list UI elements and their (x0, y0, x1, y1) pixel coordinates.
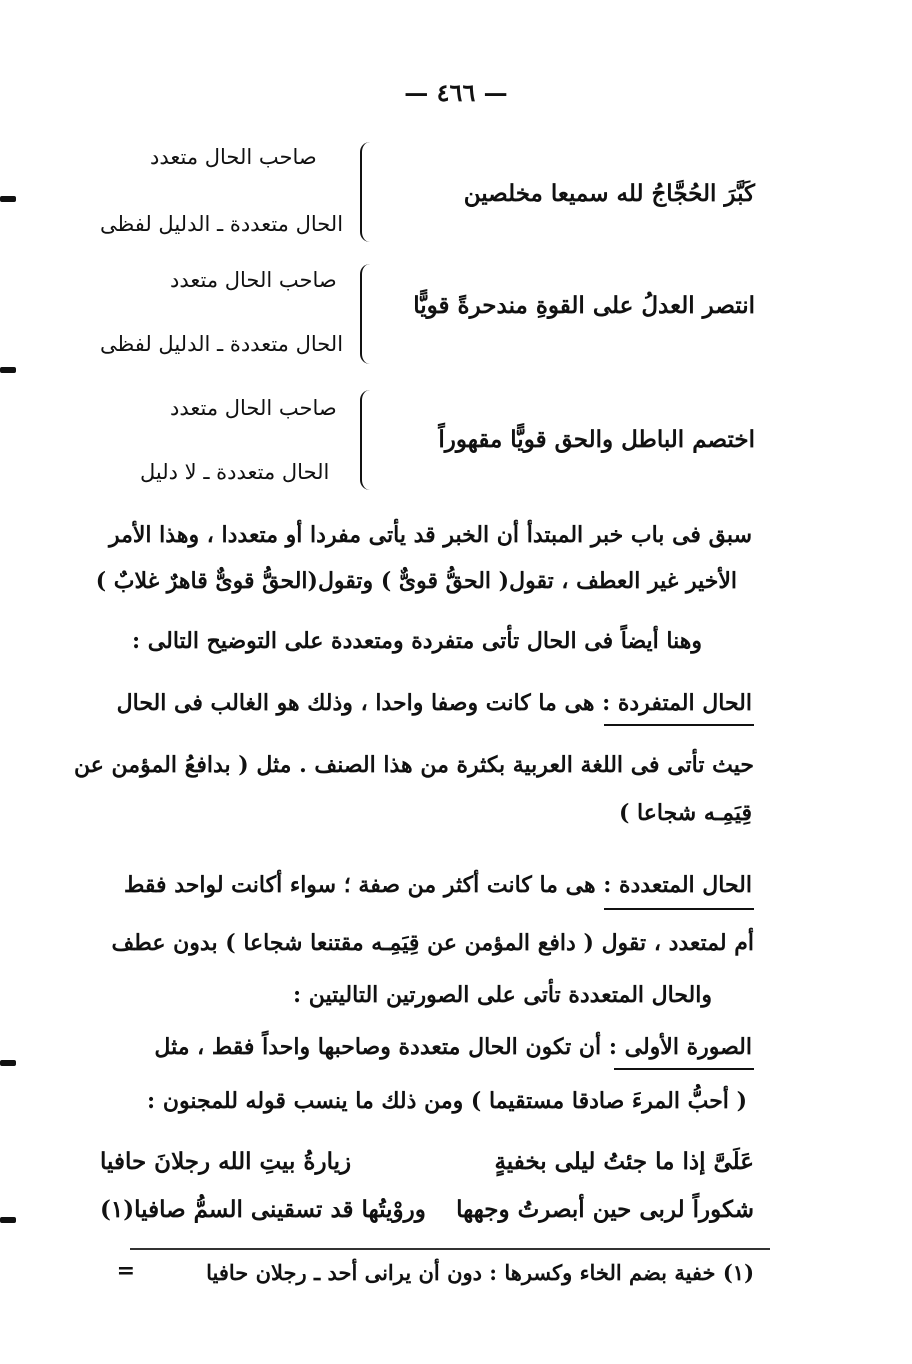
verse-first-hemistich: عَلَىَّ إذا ما جئتُ ليلى بخفيةٍ (494, 1148, 754, 1175)
example-sentence: انتصر العدلُ على القوةِ مندحرةً قويًّا (413, 292, 755, 319)
example-block (95, 140, 755, 250)
paragraph-line: وهنا أيضاً فى الحال تأتى متفردة ومتعددة على التوضيح التالى : (132, 628, 702, 654)
example-sentence: اختصم الباطل والحق قويًّا مقهوراً (438, 426, 755, 453)
margin-mark (0, 1060, 16, 1066)
footnote-continuation-mark: = (116, 1258, 135, 1284)
brace-icon (360, 390, 376, 490)
term-underline (614, 1068, 754, 1070)
verse-first-hemistich: شكوراً لربى حين أبصرتُ وجهها (456, 1196, 754, 1223)
paragraph-line: والحال المتعددة تأتى على الصورتين التاليتين : (292, 982, 712, 1008)
verse-second-hemistich: وروْيتُها قد تسقينى السمُّ صافيا(١) (100, 1196, 426, 1223)
example-sentence: كَبَّرَ الحُجَّاجُ لله سميعا مخلصين (463, 180, 755, 207)
footnote: (١) خفية بضم الخاء وكسرها : دون أن يرانى أحد ـ رجلان حافيا (206, 1260, 754, 1285)
paragraph-line: الأخير غير العطف ، تقول( الحقُّ قوىٌّ ) وتقول(الحقُّ قوىٌّ قاهرٌ غلابٌ ) (95, 568, 737, 594)
owner-note: صاحب الحال متعدد (170, 268, 337, 292)
paragraph-line: الحال المتفردة : هى ما كانت وصفا واحدا ، وذلك هو الغالب فى الحال (116, 690, 752, 716)
brace-icon (360, 142, 376, 242)
verse-second-hemistich: زيارةُ بيتِ الله رجلانَ حافيا (100, 1148, 352, 1175)
verse-line (100, 1148, 754, 1182)
example-block (95, 262, 755, 372)
owner-note: صاحب الحال متعدد (150, 145, 317, 169)
margin-mark (0, 196, 16, 202)
paragraph-line: الحال المتعددة : هى ما كانت أكثر من صفة ؛ سواء أكانت لواحد فقط (124, 872, 752, 898)
verse-line (100, 1196, 754, 1230)
paragraph-line: حيث تأتى فى اللغة العربية بكثرة من هذا الصنف . مثل ( بدافعُ المؤمن عن (74, 752, 754, 778)
state-note: الحال متعددة ـ لا دليل (140, 460, 330, 484)
term-underline (604, 724, 754, 726)
owner-note: صاحب الحال متعدد (170, 396, 337, 420)
footnote-rule (130, 1248, 770, 1250)
paragraph-line: الصورة الأولى : أن تكون الحال متعددة وصاحبها واحداً فقط ، مثل (154, 1034, 752, 1060)
paragraph-line: أم لمتعدد ، تقول ( دافع المؤمن عن قِيَمِـه مقتنعا شجاعا ) بدون عطف (111, 930, 754, 956)
margin-mark (0, 367, 16, 373)
state-note: الحال متعددة ـ الدليل لفظى (100, 332, 344, 356)
state-note: الحال متعددة ـ الدليل لفظى (100, 212, 344, 236)
paragraph-line: سبق فى باب خبر المبتدأ أن الخبر قد يأتى مفردا أو متعددا ، وهذا الأمر (108, 522, 752, 548)
brace-icon (360, 264, 376, 364)
paragraph-line: قِيَمِـه شجاعا ) (618, 800, 752, 826)
margin-mark (0, 1217, 16, 1223)
paragraph-line: ( أحبُّ المرءَ صادقا مستقيما ) ومن ذلك ما ينسب قوله للمجنون : (147, 1088, 747, 1114)
term-underline (604, 908, 754, 910)
example-block (95, 388, 755, 498)
page-number: — ٤٦٦ — (404, 78, 508, 107)
